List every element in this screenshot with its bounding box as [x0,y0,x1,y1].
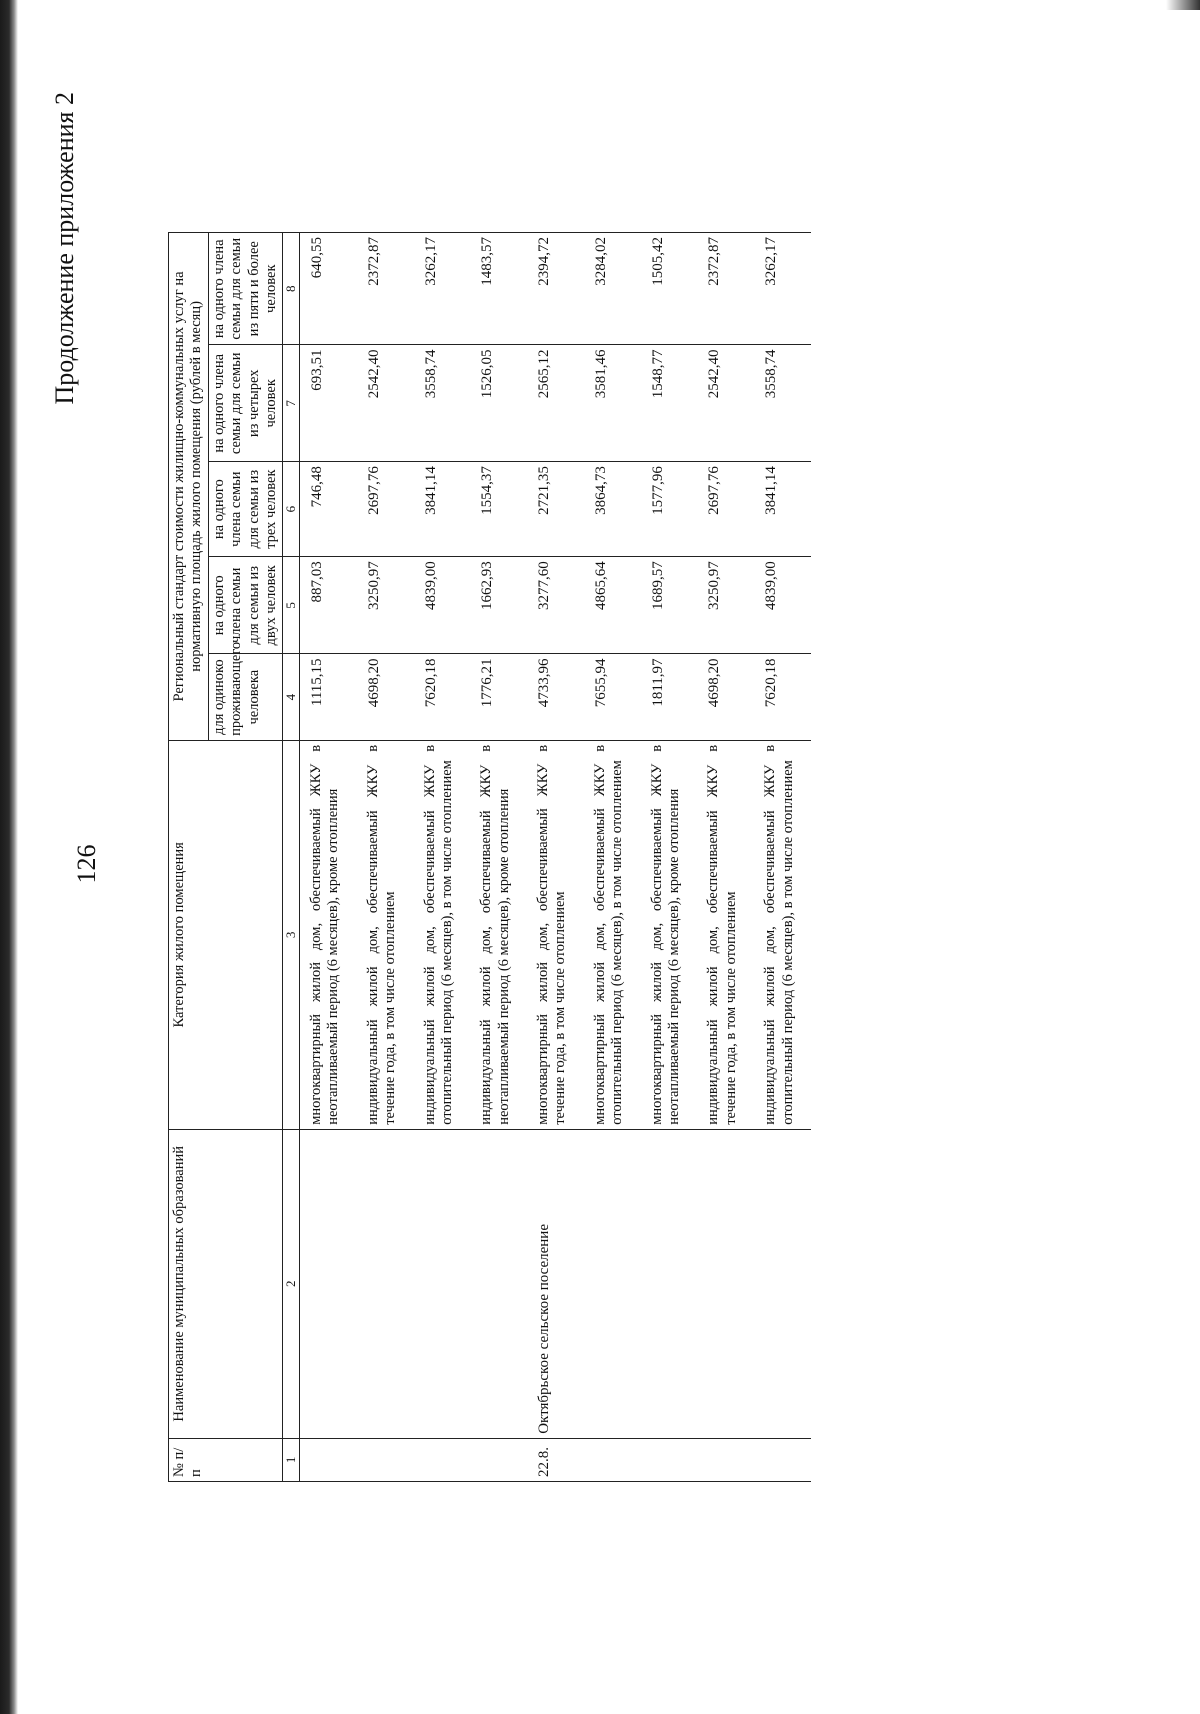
housing-standard-table [168,232,811,1482]
value-three: 2721,35 [527,462,584,557]
housing-category: многоквартирный жилой дом, обеспечиваемый ЖКУ в неотапливаемый период (6 месяцев), кроме отопления [299,740,356,1129]
row-index [697,1438,754,1481]
table-row [584,233,641,1482]
row-index [641,1438,698,1481]
value-five-plus: 3284,02 [584,233,641,345]
municipality-name [754,1129,811,1438]
table-row [414,233,471,1482]
value-four: 1548,77 [641,345,698,462]
header-sub-2: на одного члена семьи для семьи из двух человек [208,557,283,654]
header-category: Категория жилого помещения [169,740,283,1129]
header-num: № п/п [169,1438,283,1481]
column-number: 5 [283,557,300,654]
value-four: 1526,05 [470,345,527,462]
value-five-plus: 1483,57 [470,233,527,345]
value-single: 4698,20 [357,654,414,740]
value-three: 1577,96 [641,462,698,557]
municipality-name [299,1129,356,1438]
value-four: 693,51 [299,345,356,462]
value-five-plus: 2372,87 [357,233,414,345]
column-number: 8 [283,233,300,345]
header-name: Наименование муниципальных образований [169,1129,283,1438]
housing-category: многоквартирный жилой дом, обеспечиваемый ЖКУ в течение года, в том числе отоплением [527,740,584,1129]
municipality-name [641,1129,698,1438]
value-five-plus: 640,55 [299,233,356,345]
value-single: 7620,18 [754,654,811,740]
header-sub-3: на одного члена семьи для семьи из трех человек [208,462,283,557]
value-three: 2697,76 [697,462,754,557]
value-four: 2565,12 [527,345,584,462]
value-two: 3277,60 [527,557,584,654]
value-two: 3250,97 [697,557,754,654]
column-number: 6 [283,462,300,557]
table-row [641,233,698,1482]
value-single: 4698,20 [697,654,754,740]
housing-category: многоквартирный жилой дом, обеспечиваемый ЖКУ в неотапливаемый период (6 месяцев), кроме отопления [641,740,698,1129]
value-three: 2697,76 [357,462,414,557]
value-five-plus: 2372,87 [697,233,754,345]
page-number: 126 [72,844,101,884]
value-five-plus: 3262,17 [754,233,811,345]
housing-category: индивидуальный жилой дом, обеспечиваемый ЖКУ в неотапливаемый период (6 месяцев), кроме отопления [470,740,527,1129]
municipality-name [414,1129,471,1438]
row-index [470,1438,527,1481]
table-row [754,233,811,1482]
table-row [357,233,414,1482]
value-five-plus: 2394,72 [527,233,584,345]
table-row [527,233,584,1482]
value-two: 4865,64 [584,557,641,654]
value-three: 746,48 [299,462,356,557]
column-number: 4 [283,654,300,740]
value-single: 1115,15 [299,654,356,740]
value-five-plus: 3262,17 [414,233,471,345]
value-four: 2542,40 [697,345,754,462]
housing-category: многоквартирный жилой дом, обеспечиваемый ЖКУ в отопительный период (6 месяцев), в том числе отоплением [584,740,641,1129]
value-two: 3250,97 [357,557,414,654]
value-five-plus: 1505,42 [641,233,698,345]
value-three: 3864,73 [584,462,641,557]
value-three: 1554,37 [470,462,527,557]
row-index [414,1438,471,1481]
municipality-name [697,1129,754,1438]
appendix-caption: Продолжение приложения 2 [50,92,79,405]
value-four: 3558,74 [414,345,471,462]
value-two: 1689,57 [641,557,698,654]
value-four: 3558,74 [754,345,811,462]
value-single: 7620,18 [414,654,471,740]
housing-category: индивидуальный жилой дом, обеспечиваемый ЖКУ в течение года, в том числе отоплением [357,740,414,1129]
column-number: 1 [283,1438,300,1481]
value-single: 1811,97 [641,654,698,740]
value-four: 2542,40 [357,345,414,462]
header-group: Региональный стандарт стоимости жилищно-коммунальных услуг на нормативную площадь жилого помещения (рублей в месяц) [169,233,209,741]
municipality-name [357,1129,414,1438]
column-number: 3 [283,740,300,1129]
housing-category: индивидуальный жилой дом, обеспечиваемый ЖКУ в отопительный период (6 месяцев), в том числе отоплением [414,740,471,1129]
value-three: 3841,14 [414,462,471,557]
municipality-name [470,1129,527,1438]
row-index: 22.8. [527,1438,584,1481]
value-three: 3841,14 [754,462,811,557]
row-index [584,1438,641,1481]
value-single: 7655,94 [584,654,641,740]
housing-category: индивидуальный жилой дом, обеспечиваемый ЖКУ в отопительный период (6 месяцев), в том числе отоплением [754,740,811,1129]
municipality-name: Октябрьское сельское поселение [527,1129,584,1438]
column-number: 2 [283,1129,300,1438]
row-index [754,1438,811,1481]
housing-category: индивидуальный жилой дом, обеспечиваемый ЖКУ в течение года, в том числе отоплением [697,740,754,1129]
value-single: 1776,21 [470,654,527,740]
row-index [299,1438,356,1481]
column-number: 7 [283,345,300,462]
value-two: 4839,00 [754,557,811,654]
value-two: 887,03 [299,557,356,654]
value-two: 1662,93 [470,557,527,654]
value-four: 3581,46 [584,345,641,462]
table-row [697,233,754,1482]
header-sub-5: на одного члена семьи для семьи из пяти и более человек [208,233,283,345]
table-row [299,233,356,1482]
value-single: 4733,96 [527,654,584,740]
header-sub-1: для одиноко проживающего человека [208,654,283,740]
value-two: 4839,00 [414,557,471,654]
municipality-name [584,1129,641,1438]
header-sub-4: на одного члена семьи для семьи из четырех человек [208,345,283,462]
row-index [357,1438,414,1481]
table-row [470,233,527,1482]
